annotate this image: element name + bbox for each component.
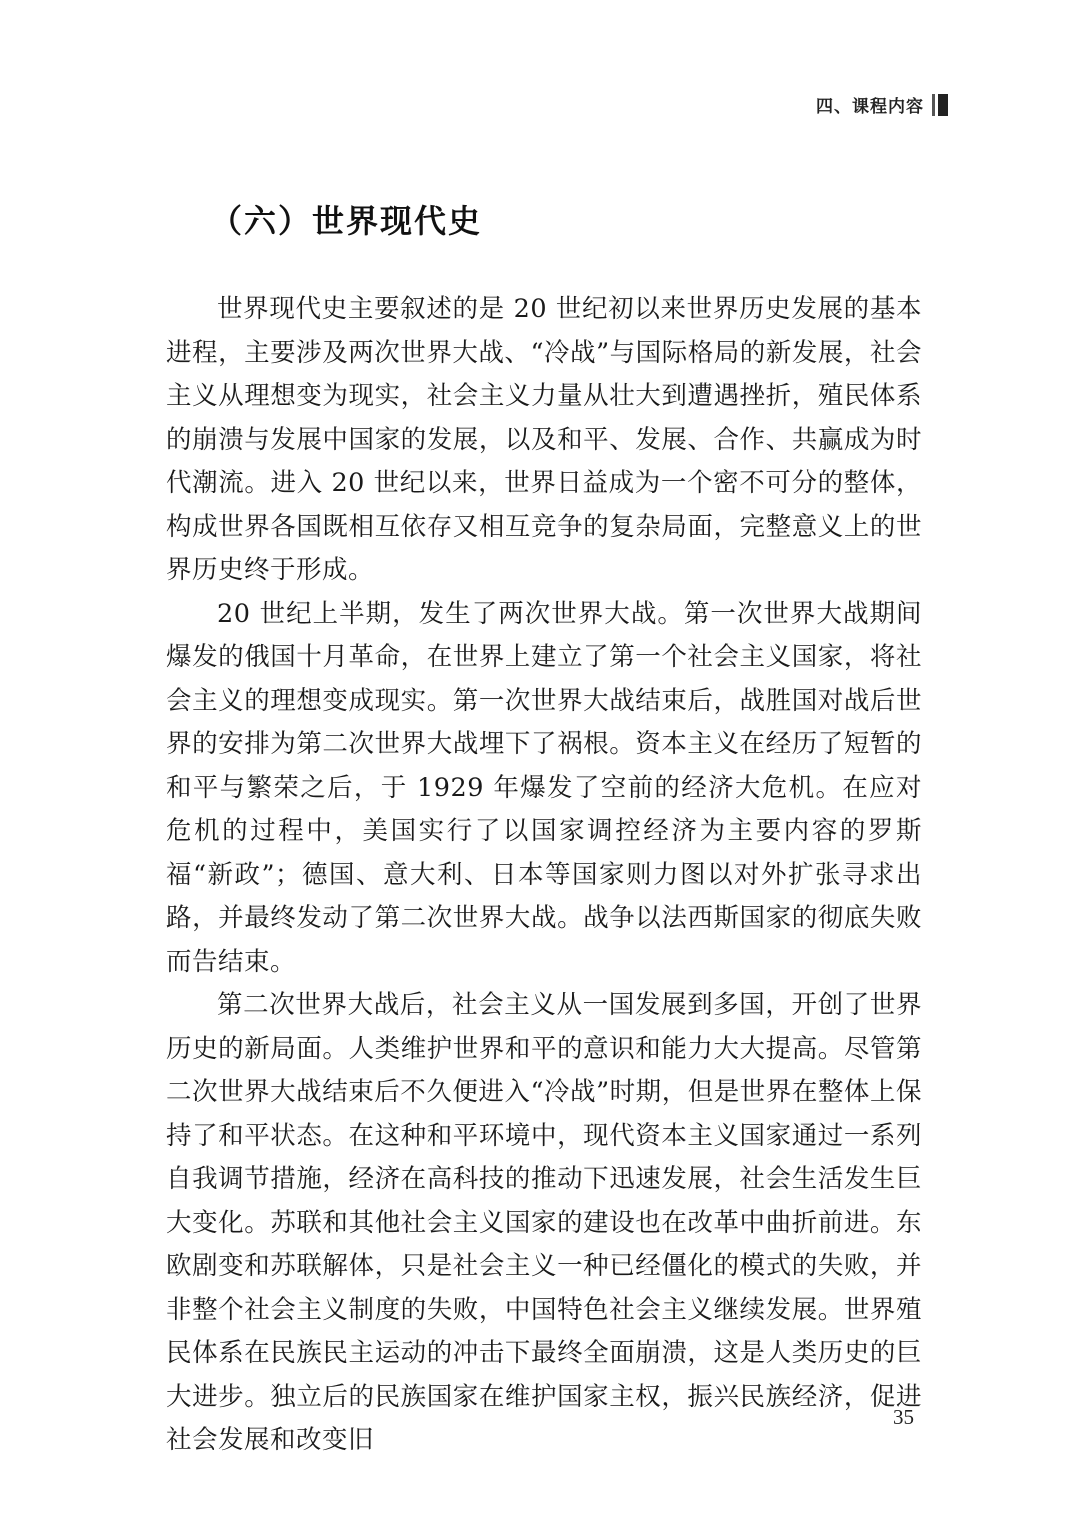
header-bar-thick <box>938 94 948 116</box>
header-bar-decoration <box>932 94 948 116</box>
paragraph: 世界现代史主要叙述的是 20 世纪初以来世界历史发展的基本进程，主要涉及两次世界大战、“冷战”与国际格局的新发展，社会主义从理想变为现实，社会主义力量从壮大到遭遇挫折，殖民体系的崩溃与发展中国家的发展，以及和平、发展、合作、共赢成为时代潮流。进入 20 世纪以来，世界日益成为一个密不可分的整体，构成世界各国既相互依存又相互竞争的复杂局面，完整意义上的世界历史终于形成。 <box>166 294 922 585</box>
body-text <box>166 288 922 1463</box>
paragraph: 20 世纪上半期，发生了两次世界大战。第一次世界大战期间爆发的俄国十月革命，在世界上建立了第一个社会主义国家，将社会主义的理想变成现实。第一次世界大战结束后，战胜国对战后世界的安排为第二次世界大战埋下了祸根。资本主义在经历了短暂的和平与繁荣之后，于 1929 年爆发了空前的经济大危机。在应对危机的过程中，美国实行了以国家调控经济为主要内容的罗斯福“新政”；德国、意大利、日本等国家则力图以对外扩张寻求出路，并最终发动了第二次世界大战。战争以法西斯国家的彻底失败而告结束。 <box>166 598 922 977</box>
running-header <box>816 92 948 117</box>
page-number: 35 <box>893 1405 914 1429</box>
running-header-title: 四、课程内容 <box>816 97 924 117</box>
section-title: （六）世界现代史 <box>210 202 483 240</box>
paragraph: 第二次世界大战后，社会主义从一国发展到多国，开创了世界历史的新局面。人类维护世界和平的意识和能力大大提高。尽管第二次世界大战结束后不久便进入“冷战”时期，但是世界在整体上保持了和平状态。在这种和平环境中，现代资本主义国家通过一系列自我调节措施，经济在高科技的推动下迅速发展，社会生活发生巨大变化。苏联和其他社会主义国家的建设也在改革中曲折前进。东欧剧变和苏联解体，只是社会主义一种已经僵化的模式的失败，并非整个社会主义制度的失败，中国特色社会主义继续发展。世界殖民体系在民族民主运动的冲击下最终全面崩溃，这是人类历史的巨大进步。独立后的民族国家在维护国家主权，振兴民族经济，促进社会发展和改变旧 <box>166 990 922 1455</box>
header-bar-thin <box>932 94 935 116</box>
